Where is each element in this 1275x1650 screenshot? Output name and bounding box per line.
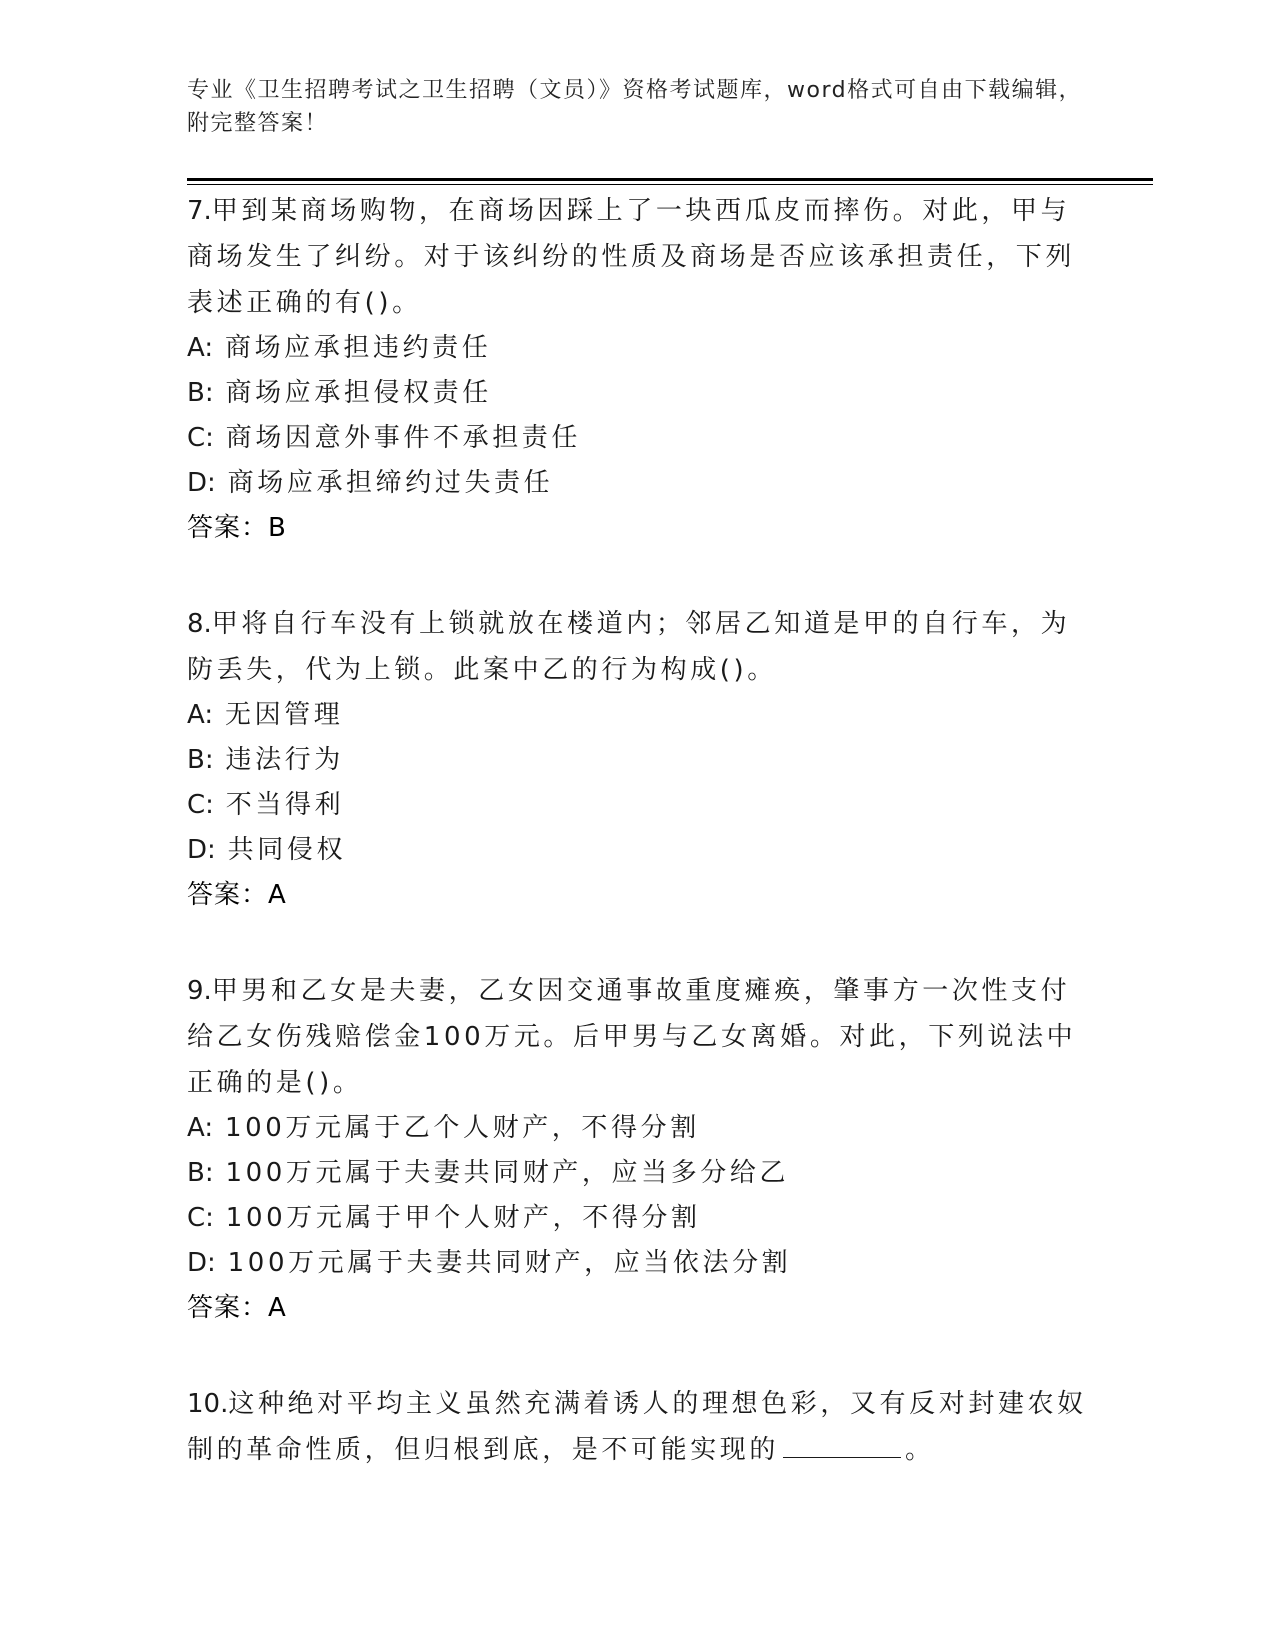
option-text: 共同侵权 — [227, 835, 347, 865]
answer-label: 答案： — [187, 513, 269, 543]
option-b — [187, 371, 1087, 416]
option-key: A: — [187, 1113, 214, 1143]
option-text: 商场应承担违约责任 — [224, 333, 492, 363]
option-a — [187, 1106, 1087, 1151]
option-text: 无因管理 — [224, 700, 344, 730]
option-key: A: — [187, 700, 214, 730]
option-key: D: — [187, 1248, 216, 1278]
answer-line — [187, 873, 1087, 918]
question-number: 8. — [187, 609, 212, 639]
option-c — [187, 783, 1087, 828]
answer-value: A — [268, 880, 287, 910]
option-text: 不当得利 — [225, 790, 345, 820]
option-c — [187, 1196, 1087, 1241]
fill-in-blank — [783, 1431, 901, 1458]
option-key: D: — [187, 835, 216, 865]
question-stem — [187, 188, 1087, 326]
option-text: 100万元属于夫妻共同财产，应当依法分割 — [227, 1248, 792, 1278]
question-number: 9. — [187, 976, 212, 1006]
question-stem — [187, 968, 1087, 1106]
question-stem — [187, 1381, 1087, 1473]
option-text: 100万元属于甲个人财产，不得分割 — [225, 1203, 701, 1233]
question-text: 这种绝对平均主义虽然充满着诱人的理想色彩，又有反对封建农奴制的革命性质，但归根到底，是不可能实现的 — [187, 1389, 1087, 1465]
option-a — [187, 326, 1087, 371]
option-text: 商场应承担侵权责任 — [225, 378, 492, 408]
option-b — [187, 738, 1087, 783]
option-d — [187, 461, 1087, 506]
question-stem — [187, 601, 1087, 693]
option-list — [187, 1106, 1087, 1286]
answer-line — [187, 1286, 1087, 1331]
question-number: 7. — [187, 196, 212, 226]
option-key: B: — [187, 745, 214, 775]
option-list — [187, 693, 1087, 873]
question-number: 10. — [187, 1389, 229, 1419]
question-text-end: 。 — [905, 1435, 935, 1465]
option-text: 100万元属于乙个人财产，不得分割 — [224, 1113, 700, 1143]
question-list — [187, 188, 1087, 1523]
option-text: 商场应承担缔约过失责任 — [227, 468, 554, 498]
option-key: C: — [187, 1203, 214, 1233]
option-list — [187, 326, 1087, 506]
document-header — [187, 74, 1087, 140]
header-title: 专业《卫生招聘考试之卫生招聘（文员）》资格考试题库，word格式可自由下载编辑，附完整答案！ — [187, 78, 1083, 136]
option-key: A: — [187, 333, 214, 363]
question-text: 甲男和乙女是夫妻，乙女因交通事故重度瘫痪，肇事方一次性支付给乙女伤残赔偿金100万元。后甲男与乙女离婚。对此，下列说法中正确的是()。 — [187, 976, 1077, 1098]
option-a — [187, 693, 1087, 738]
answer-label: 答案： — [187, 1293, 269, 1323]
option-text: 100万元属于夫妻共同财产，应当多分给乙 — [225, 1158, 790, 1188]
question-text: 甲将自行车没有上锁就放在楼道内；邻居乙知道是甲的自行车，为防丢失，代为上锁。此案中乙的行为构成()。 — [187, 609, 1071, 685]
option-d — [187, 1241, 1087, 1286]
option-key: B: — [187, 1158, 214, 1188]
question-7 — [187, 188, 1087, 551]
option-d — [187, 828, 1087, 873]
header-divider-thick — [187, 178, 1153, 181]
answer-value: A — [268, 1293, 287, 1323]
question-text: 甲到某商场购物，在商场因踩上了一块西瓜皮而摔伤。对此，甲与商场发生了纠纷。对于该纠纷的性质及商场是否应该承担责任，下列表述正确的有()。 — [187, 196, 1076, 318]
option-c — [187, 416, 1087, 461]
question-9 — [187, 968, 1087, 1331]
option-text: 商场因意外事件不承担责任 — [225, 423, 581, 453]
option-key: D: — [187, 468, 216, 498]
answer-line — [187, 506, 1087, 551]
option-key: C: — [187, 423, 214, 453]
question-10 — [187, 1381, 1087, 1473]
header-divider-thin — [187, 184, 1153, 185]
option-text: 违法行为 — [225, 745, 344, 775]
option-b — [187, 1151, 1087, 1196]
answer-value: B — [268, 513, 287, 543]
option-key: C: — [187, 790, 214, 820]
answer-label: 答案： — [187, 880, 269, 910]
question-8 — [187, 601, 1087, 918]
option-key: B: — [187, 378, 214, 408]
